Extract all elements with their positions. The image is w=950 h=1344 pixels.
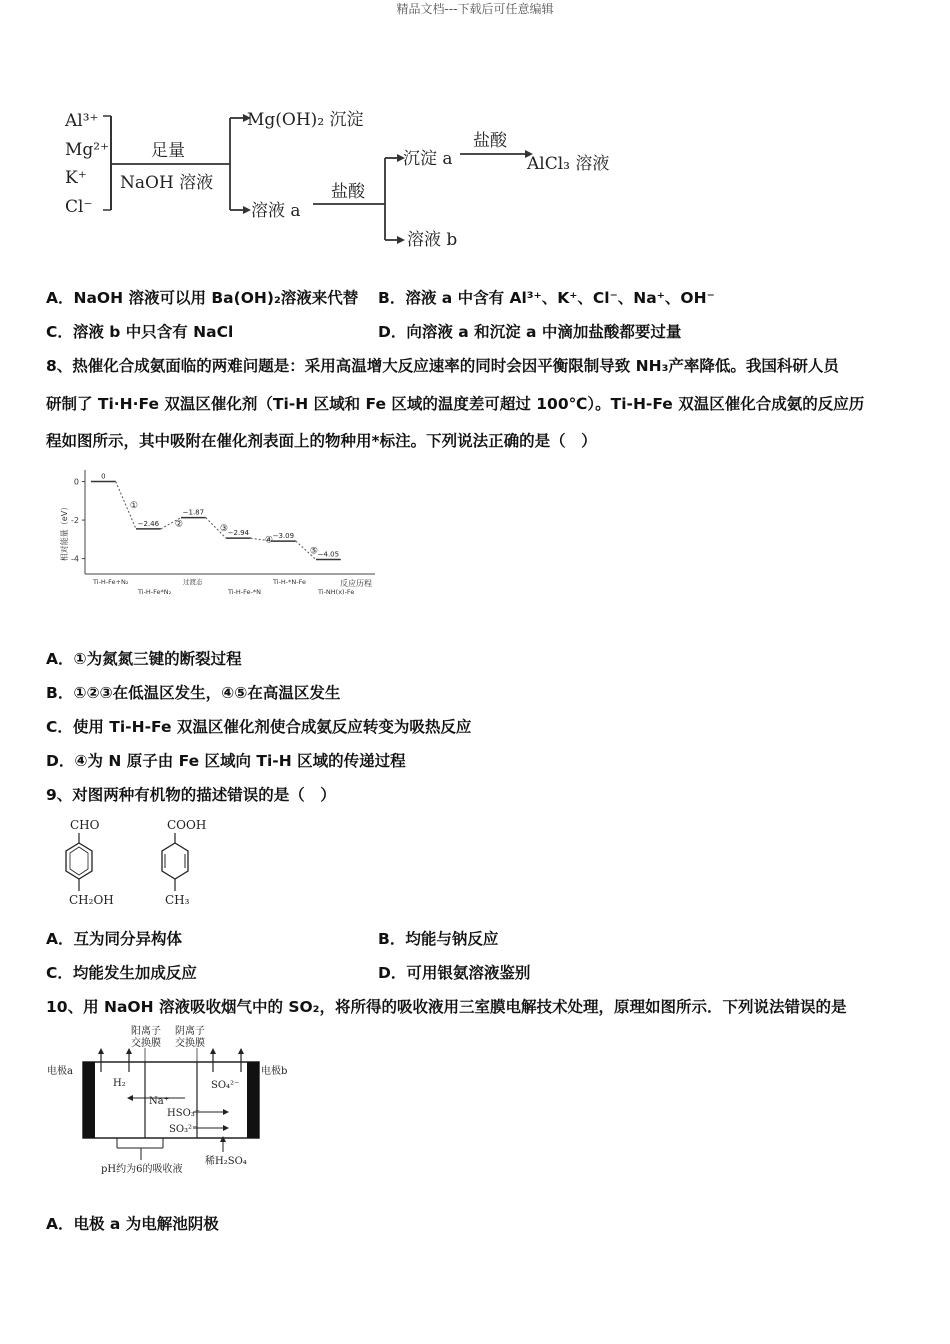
x-category-label: Ti-H-Fe-*N xyxy=(228,588,261,596)
solution-a: 溶液 a xyxy=(251,201,301,221)
ion-al: Al³⁺ xyxy=(65,111,99,131)
q8-option-c: C．使用 Ti-H-Fe 双温区催化剂使合成氨反应转变为吸热反应 xyxy=(46,718,472,736)
electrode-b-label: 电极b xyxy=(261,1066,288,1077)
q10-stem: 10、用 NaOH 溶液吸收烟气中的 SO₂，将所得的吸收液用三室膜电解技术处理，原理如图所示．下列说法错误的是 xyxy=(46,998,847,1016)
electrode-a xyxy=(83,1062,95,1138)
ion-mg: Mg²⁺ xyxy=(65,140,110,160)
q9-option-d: D．可用银氨溶液鉴别 xyxy=(378,964,531,982)
final-solution: AlCl₃ 溶液 xyxy=(527,154,610,174)
ion-cl: Cl⁻ xyxy=(65,197,93,217)
x-category-label: Ti-H-Fe*N₂ xyxy=(138,588,172,596)
x-category-label: 过渡态 xyxy=(183,578,203,586)
q10-electrolysis-diagram xyxy=(45,1024,315,1184)
q8-option-d: D．④为 N 原子由 Fe 区域向 Ti-H 区域的传递过程 xyxy=(46,752,406,770)
q8-line-2: 研制了 Ti·H·Fe 双温区催化剂（Ti-H 区域和 Fe 区域的温度差可超过 100℃）。Ti-H-Fe 双温区催化合成氨的反应历 xyxy=(46,395,865,413)
na-label: Na⁺ xyxy=(149,1096,169,1107)
q7-option-b: B．溶液 a 中含有 Al³⁺、K⁺、Cl⁻、Na⁺、OH⁻ xyxy=(378,289,715,307)
reagent-top: 足量 xyxy=(151,141,185,161)
step-label: ② xyxy=(174,519,183,530)
product-top: Mg(OH)₂ 沉淀 xyxy=(247,110,364,130)
solution-b: 溶液 b xyxy=(407,230,458,250)
energy-value-label: −2.46 xyxy=(137,519,160,528)
membrane-right-1: 阴离子 xyxy=(175,1026,205,1037)
acid-1: 盐酸 xyxy=(331,182,365,202)
step-label: ④ xyxy=(264,535,273,546)
q8-line-1: 8、热催化合成氨面临的两难问题是：采用高温增大反应速率的同时会因平衡限制导致 NH₃产率降低。我国科研人员 xyxy=(46,357,839,375)
q9-molecules xyxy=(55,815,235,915)
ion-k: K⁺ xyxy=(65,168,87,188)
q9-stem: 9、对图两种有机物的描述错误的是（ ） xyxy=(46,786,336,804)
x-category-label: Ti-NH(x)-Fe xyxy=(318,588,355,596)
hso3-label: HSO₃⁻ xyxy=(167,1108,201,1119)
page-header: 精品文档---下载后可任意编辑 xyxy=(396,2,554,16)
energy-value-label: 0 xyxy=(101,472,106,481)
so4-label: SO₄²⁻ xyxy=(211,1080,240,1091)
energy-value-label: −3.09 xyxy=(272,532,295,541)
q9-option-a: A．互为同分异构体 xyxy=(46,930,182,948)
step-label: ⑤ xyxy=(309,546,318,557)
x-category-label: Ti-H-Fe+N₂ xyxy=(93,578,129,586)
y-tick-label: -2 xyxy=(71,516,79,526)
membrane-right-2: 交换膜 xyxy=(175,1038,205,1049)
step-label: ① xyxy=(129,501,138,512)
mol1-bottom: CH₂OH xyxy=(69,893,114,907)
energy-value-label: −4.05 xyxy=(317,550,340,559)
chart-ylabel: 相对能量（eV） xyxy=(60,502,69,562)
energy-value-label: −1.87 xyxy=(182,508,205,517)
x-category-label: Ti-H-*N-Fe xyxy=(273,578,306,586)
q8-option-b: B．①②③在低温区发生，④⑤在高温区发生 xyxy=(46,684,341,702)
q7-option-d: D．向溶液 a 和沉淀 a 中滴加盐酸都要过量 xyxy=(378,323,682,341)
acid-2: 盐酸 xyxy=(473,131,507,151)
electrode-a-label: 电极a xyxy=(47,1066,73,1077)
membrane-left-1: 阳离子 xyxy=(131,1026,161,1037)
electrode-b xyxy=(247,1062,259,1138)
q7-option-a: A．NaOH 溶液可以用 Ba(OH)₂溶液来代替 xyxy=(46,289,359,307)
reagent-bottom: NaOH 溶液 xyxy=(120,173,214,193)
q9-option-c: C．均能发生加成反应 xyxy=(46,964,197,982)
acid-label: 稀H₂SO₄ xyxy=(205,1156,247,1167)
mol2-top: COOH xyxy=(167,818,207,832)
chart-xlabel: 反应历程 xyxy=(340,579,372,588)
q9-option-b: B．均能与钠反应 xyxy=(378,930,499,948)
y-tick-label: 0 xyxy=(73,477,79,487)
h2-label: H₂ xyxy=(113,1078,126,1089)
step-label: ③ xyxy=(219,523,228,534)
so3-label: SO₃²⁻ xyxy=(169,1124,198,1135)
mol2-bottom: CH₃ xyxy=(165,893,190,907)
q10-option-a: A．电极 a 为电解池阴极 xyxy=(46,1215,219,1233)
q7-flow-diagram xyxy=(55,100,655,260)
q7-option-c: C．溶液 b 中只含有 NaCl xyxy=(46,323,234,341)
q8-line-3: 程如图所示，其中吸附在催化剂表面上的物种用*标注。下列说法正确的是（ ） xyxy=(46,432,597,450)
feed-label: pH约为6的吸收液 xyxy=(101,1164,183,1175)
membrane-left-2: 交换膜 xyxy=(131,1038,161,1049)
mol1-top: CHO xyxy=(70,818,100,832)
precipitate-a: 沉淀 a xyxy=(403,149,453,169)
energy-value-label: −2.94 xyxy=(227,529,250,538)
energy-profile-chart xyxy=(55,462,395,612)
y-tick-label: -4 xyxy=(71,554,79,564)
q8-option-a: A．①为氮氮三键的断裂过程 xyxy=(46,650,242,668)
